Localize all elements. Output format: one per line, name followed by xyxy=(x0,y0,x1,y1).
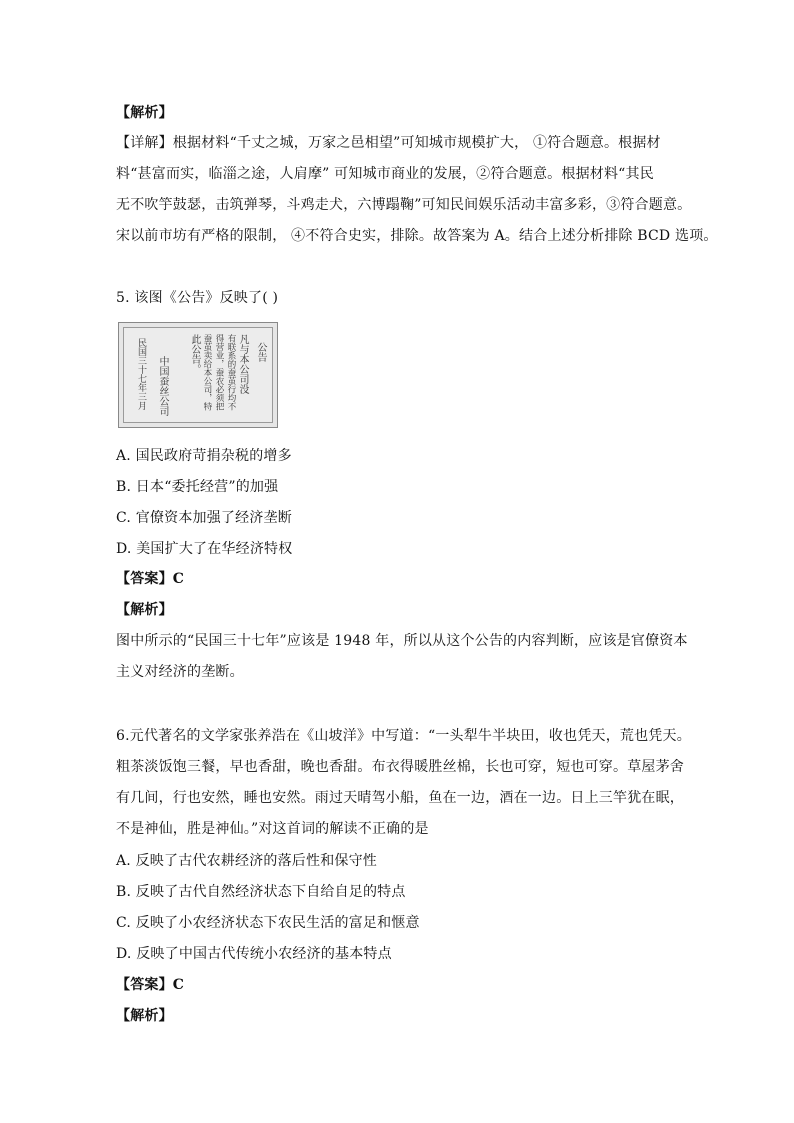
announcement-text-column: 凡与本公司没 xyxy=(237,334,248,394)
announcement-text-column: 得营业，蚕农必须把 xyxy=(214,334,224,411)
question-5-analysis-heading: 【解析】 xyxy=(116,602,173,618)
question-5-option-d: D. 美国扩大了在华经济特权 xyxy=(116,541,293,557)
question-6-option-a: A. 反映了古代农耕经济的落后性和保守性 xyxy=(116,853,378,869)
announcement-figure xyxy=(118,322,278,428)
announcement-date: 民国三十七年三月 xyxy=(136,338,146,410)
announcement-figure-frame xyxy=(123,327,273,423)
question-5-stem: 5. 该图《公告》反映了( ) xyxy=(116,290,279,306)
question-6-option-d: D. 反映了中国古代传统小农经济的基本特点 xyxy=(116,946,392,962)
announcement-text-column: 此公告。 xyxy=(189,334,200,374)
question-6-option-c: C. 反映了小农经济状态下农民生活的富足和惬意 xyxy=(116,915,420,931)
analysis-line: 【详解】根据材料“千丈之城，万家之邑相望”可知城市规模扩大， ①符合题意。根据材 xyxy=(116,135,661,151)
question-6-stem-line: 不是神仙，胜是神仙。”对这首词的解读不正确的是 xyxy=(116,821,429,837)
analysis-line: 无不吹竽鼓瑟，击筑弹琴，斗鸡走犬，六博蹋鞠”可知民间娱乐活动丰富多彩，③符合题意。 xyxy=(116,197,692,213)
analysis-heading: 【解析】 xyxy=(116,105,173,121)
announcement-issuer: 中国蚕丝公司 xyxy=(157,356,168,416)
question-6-option-b: B. 反映了古代自然经济状态下自给自足的特点 xyxy=(116,884,406,900)
question-5-option-c: C. 官僚资本加强了经济垄断 xyxy=(116,510,292,526)
question-5-analysis-line: 图中所示的“民国三十七年”应该是 1948 年，所以从这个公告的内容判断，应该是官僚资本 xyxy=(116,633,688,649)
announcement-text-column: 有联系的蚕茧行均不 xyxy=(226,334,236,411)
announcement-title: 公告 xyxy=(255,342,266,362)
question-6-stem-line: 6.元代著名的文学家张养浩在《山坡洋》中写道：“一头犁牛半块田，收也凭天，荒也凭天。 xyxy=(116,728,691,744)
question-5-answer: 【答案】C xyxy=(116,571,185,587)
analysis-line: 料“甚富而实，临淄之途，人肩摩” 可知城市商业的发展，②符合题意。根据材料“其民 xyxy=(116,166,654,182)
question-5-option-b: B. 日本“委托经营”的加强 xyxy=(116,479,279,495)
question-6-stem-line: 粗茶淡饭饱三餐，早也香甜，晚也香甜。布衣得暖胜丝棉，长也可穿，短也可穿。草屋茅舍 xyxy=(116,759,684,775)
analysis-line: 宋以前市坊有严格的限制， ④不符合史实，排除。故答案为 A。结合上述分析排除 BCD 选项。 xyxy=(116,228,718,244)
question-5-analysis-line: 主义对经济的垄断。 xyxy=(116,664,244,680)
question-5-option-a: A. 国民政府苛捐杂税的增多 xyxy=(116,448,292,464)
question-6-answer: 【答案】C xyxy=(116,977,185,993)
question-6-stem-line: 有几间，行也安然，睡也安然。雨过天晴驾小船，鱼在一边，酒在一边。日上三竿犹在眠， xyxy=(116,790,684,806)
question-6-analysis-heading: 【解析】 xyxy=(116,1008,173,1024)
announcement-text-column: 蚕茧卖给本公司，特 xyxy=(202,334,212,411)
